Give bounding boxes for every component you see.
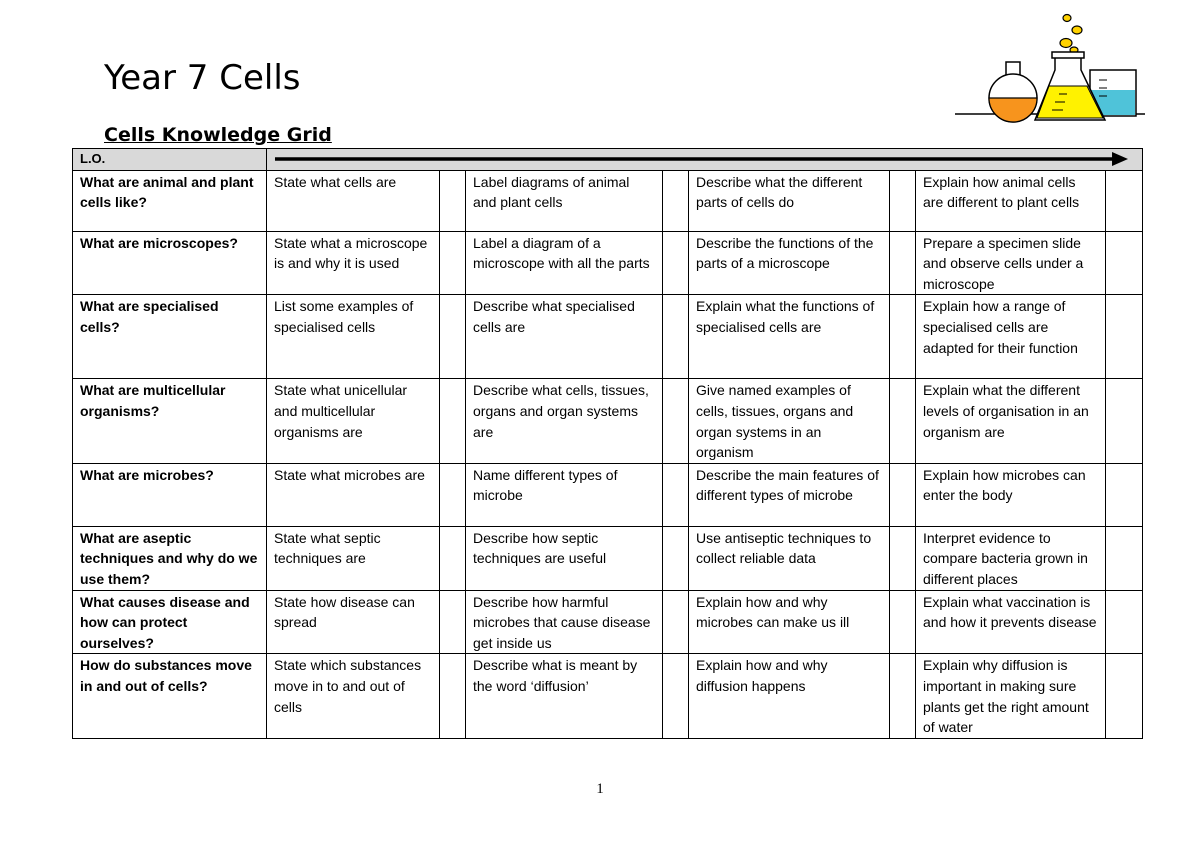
objective-question: What are microbes? — [73, 463, 267, 526]
level-2-tick-box[interactable] — [663, 654, 689, 738]
level-3-tick-box[interactable] — [890, 526, 916, 590]
level-3-statement: Explain how and why diffusion happens — [689, 654, 890, 738]
level-4-tick-box[interactable] — [1106, 170, 1143, 231]
objective-question: What causes disease and how can protect ourselves? — [73, 590, 267, 654]
lab-glassware-icon — [955, 10, 1145, 125]
level-2-statement: Describe what is meant by the word ‘diffusion’ — [466, 654, 663, 738]
page-number: 1 — [596, 781, 604, 797]
level-4-tick-box[interactable] — [1106, 654, 1143, 738]
level-2-tick-box[interactable] — [663, 590, 689, 654]
level-3-tick-box[interactable] — [890, 295, 916, 379]
level-4-tick-box[interactable] — [1106, 231, 1143, 295]
level-1-tick-box[interactable] — [440, 463, 466, 526]
level-3-statement: Describe the main features of different types of microbe — [689, 463, 890, 526]
level-4-statement: Explain how a range of specialised cells are adapted for their function — [916, 295, 1106, 379]
level-4-statement: Explain why diffusion is important in making sure plants get the right amount of water — [916, 654, 1106, 738]
level-3-statement: Use antiseptic techniques to collect reliable data — [689, 526, 890, 590]
level-1-statement: State what septic techniques are — [267, 526, 440, 590]
grid-row — [73, 654, 1143, 738]
level-4-statement: Explain how microbes can enter the body — [916, 463, 1106, 526]
level-2-statement: Describe how harmful microbes that cause disease get inside us — [466, 590, 663, 654]
level-1-statement: List some examples of specialised cells — [267, 295, 440, 379]
level-1-statement: State how disease can spread — [267, 590, 440, 654]
objective-question: What are specialised cells? — [73, 295, 267, 379]
level-1-statement: State what unicellular and multicellular organisms are — [267, 379, 440, 463]
level-2-statement: Name different types of microbe — [466, 463, 663, 526]
level-4-tick-box[interactable] — [1106, 526, 1143, 590]
grid-row — [73, 295, 1143, 379]
level-2-tick-box[interactable] — [663, 295, 689, 379]
level-1-tick-box[interactable] — [440, 295, 466, 379]
level-2-tick-box[interactable] — [663, 526, 689, 590]
level-2-statement: Describe what cells, tissues, organs and organ systems are — [466, 379, 663, 463]
objective-question: How do substances move in and out of cells? — [73, 654, 267, 738]
level-4-statement: Prepare a specimen slide and observe cells under a microscope — [916, 231, 1106, 295]
knowledge-grid — [72, 148, 1143, 739]
level-4-tick-box[interactable] — [1106, 590, 1143, 654]
level-3-tick-box[interactable] — [890, 590, 916, 654]
level-4-statement: Explain how animal cells are different to plant cells — [916, 170, 1106, 231]
level-1-statement: State which substances move in to and out of cells — [267, 654, 440, 738]
grid-row — [73, 170, 1143, 231]
level-1-statement: State what microbes are — [267, 463, 440, 526]
level-3-tick-box[interactable] — [890, 231, 916, 295]
objective-question: What are aseptic techniques and why do we use them? — [73, 526, 267, 590]
level-1-tick-box[interactable] — [440, 170, 466, 231]
level-2-statement: Describe what specialised cells are — [466, 295, 663, 379]
level-1-statement: State what a microscope is and why it is used — [267, 231, 440, 295]
level-2-statement: Label diagrams of animal and plant cells — [466, 170, 663, 231]
level-1-tick-box[interactable] — [440, 379, 466, 463]
level-2-statement: Describe how septic techniques are useful — [466, 526, 663, 590]
level-2-tick-box[interactable] — [663, 463, 689, 526]
level-2-tick-box[interactable] — [663, 379, 689, 463]
grid-row — [73, 231, 1143, 295]
objective-question: What are animal and plant cells like? — [73, 170, 267, 231]
level-3-statement: Explain what the functions of specialised cells are — [689, 295, 890, 379]
lo-header: L.O. — [73, 149, 267, 171]
level-3-statement: Explain how and why microbes can make us ill — [689, 590, 890, 654]
level-1-statement: State what cells are — [267, 170, 440, 231]
level-1-tick-box[interactable] — [440, 654, 466, 738]
level-2-tick-box[interactable] — [663, 231, 689, 295]
lo-header-row — [73, 149, 1143, 171]
level-4-statement: Interpret evidence to compare bacteria grown in different places — [916, 526, 1106, 590]
level-3-statement: Describe the functions of the parts of a microscope — [689, 231, 890, 295]
level-1-tick-box[interactable] — [440, 590, 466, 654]
level-3-tick-box[interactable] — [890, 654, 916, 738]
level-4-tick-box[interactable] — [1106, 379, 1143, 463]
level-4-tick-box[interactable] — [1106, 463, 1143, 526]
grid-row — [73, 379, 1143, 463]
level-4-statement: Explain what the different levels of organisation in an organism are — [916, 379, 1106, 463]
level-2-statement: Label a diagram of a microscope with all the parts — [466, 231, 663, 295]
progression-arrow-icon — [267, 149, 1142, 169]
objective-question: What are microscopes? — [73, 231, 267, 295]
objective-question: What are multicellular organisms? — [73, 379, 267, 463]
progression-arrow-cell — [267, 149, 1143, 171]
level-3-tick-box[interactable] — [890, 379, 916, 463]
level-3-statement: Give named examples of cells, tissues, organs and organ systems in an organism — [689, 379, 890, 463]
level-1-tick-box[interactable] — [440, 526, 466, 590]
document-title: Year 7 Cells — [104, 58, 301, 98]
document-subtitle: Cells Knowledge Grid — [104, 124, 332, 146]
level-4-tick-box[interactable] — [1106, 295, 1143, 379]
level-1-tick-box[interactable] — [440, 231, 466, 295]
level-3-tick-box[interactable] — [890, 170, 916, 231]
grid-row — [73, 590, 1143, 654]
level-4-statement: Explain what vaccination is and how it prevents disease — [916, 590, 1106, 654]
grid-row — [73, 526, 1143, 590]
grid-row — [73, 463, 1143, 526]
level-3-statement: Describe what the different parts of cells do — [689, 170, 890, 231]
level-3-tick-box[interactable] — [890, 463, 916, 526]
level-2-tick-box[interactable] — [663, 170, 689, 231]
